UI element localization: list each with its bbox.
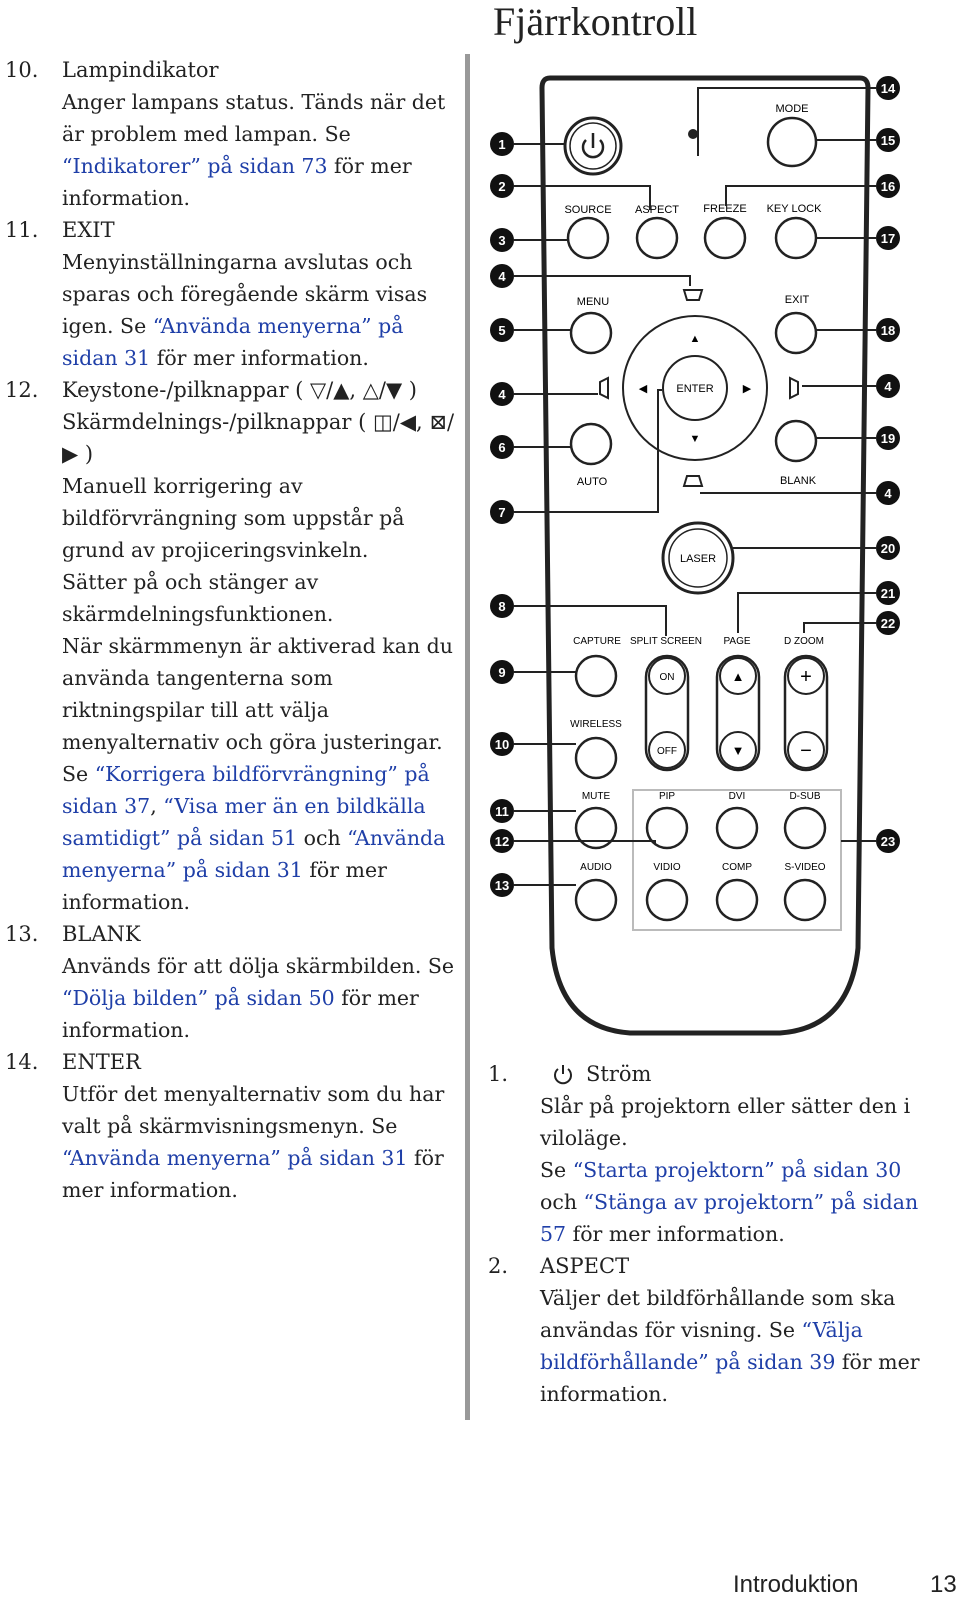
item-paragraph xyxy=(62,630,460,918)
pip-label: PIP xyxy=(658,791,676,802)
mode-button[interactable] xyxy=(768,118,816,166)
callout-number: 4 xyxy=(498,387,506,402)
paragraph-text: Menyinställningarna avslutas och sparas och föregående skärm visas igen. Se xyxy=(62,250,428,338)
remote-diagram xyxy=(490,68,910,1068)
callout-number: 6 xyxy=(498,440,506,455)
comp-button[interactable] xyxy=(717,880,757,920)
right-arrow: ▶ xyxy=(742,383,752,395)
cross-reference-link[interactable]: “Välja bildförhållande” på sidan 39 xyxy=(540,1318,863,1374)
capture-label: CAPTURE xyxy=(573,636,621,647)
auto-button[interactable] xyxy=(571,424,611,464)
list-item xyxy=(5,918,460,1046)
callout-number: 19 xyxy=(880,431,896,446)
callout-number: 4 xyxy=(884,379,892,394)
item-number: 13. xyxy=(5,922,39,946)
list-item xyxy=(488,1250,928,1410)
enter-label: ENTER xyxy=(676,383,714,395)
item-number: 11. xyxy=(5,218,39,242)
on-label: ON xyxy=(659,672,675,683)
page-label: PAGE xyxy=(723,636,751,647)
list-item xyxy=(5,214,460,374)
column-divider xyxy=(465,54,470,1420)
paragraph-text: för mer information. xyxy=(150,346,369,370)
item-heading xyxy=(540,1250,928,1282)
callout-number: 11 xyxy=(495,804,509,819)
item-paragraph xyxy=(540,1154,928,1250)
item-heading-text: Ström xyxy=(586,1062,652,1086)
audio-button[interactable] xyxy=(576,880,616,920)
blank-label: BLANK xyxy=(779,475,817,487)
callout-number: 22 xyxy=(880,616,896,631)
down-arrow: ▼ xyxy=(689,433,701,445)
callout-number: 16 xyxy=(880,179,896,194)
freeze-button[interactable] xyxy=(705,218,745,258)
item-heading xyxy=(62,1046,460,1078)
dsub-label: D-SUB xyxy=(789,791,821,802)
paragraph-text: för mer information. xyxy=(62,154,412,210)
zoom-minus-label: − xyxy=(800,740,812,762)
item-number: 10. xyxy=(5,58,39,82)
callout-number: 9 xyxy=(498,665,506,680)
item-paragraph xyxy=(540,1282,928,1410)
list-item xyxy=(5,54,460,214)
callout-number: 15 xyxy=(880,133,896,148)
mode-label: MODE xyxy=(775,103,809,115)
dvi-label: DVI xyxy=(728,791,746,802)
paragraph-text: för mer information. xyxy=(540,1350,920,1406)
item-heading xyxy=(62,374,460,470)
audio-label: AUDIO xyxy=(580,862,612,873)
aspect-label: ASPECT xyxy=(634,204,680,216)
callout-number: 3 xyxy=(498,233,506,248)
keylock-label: KEY LOCK xyxy=(766,203,822,215)
paragraph-text: Används för att dölja skärmbilden. Se xyxy=(62,954,455,978)
item-heading xyxy=(540,1058,928,1090)
item-paragraph xyxy=(62,470,460,566)
mute-label: MUTE xyxy=(581,791,611,802)
item-heading-text: BLANK xyxy=(62,922,141,946)
item-heading xyxy=(62,918,460,950)
exit-button[interactable] xyxy=(776,313,816,353)
page-up-label: ▲ xyxy=(731,669,745,684)
menu-label: MENU xyxy=(576,296,610,308)
paragraph-text: Utför det menyalternativ som du har valt på skärmvisningsmenyn. Se xyxy=(62,1082,445,1138)
list-item xyxy=(5,1046,460,1206)
cross-reference-link[interactable]: “Använda menyerna” på sidan 31 xyxy=(62,314,404,370)
callout-number: 12 xyxy=(494,834,510,849)
callout-number: 2 xyxy=(498,179,506,194)
item-heading-text: ENTER xyxy=(62,1050,141,1074)
paragraph-text: och xyxy=(297,826,348,850)
left-column xyxy=(5,54,460,1206)
dsub-button[interactable] xyxy=(785,808,825,848)
zoom-plus-label: + xyxy=(800,666,812,688)
paragraph-text: När skärmmenyn är aktiverad kan du använda tangenterna som riktningspilar till att välja menyalternativ och göra justeringar. Se xyxy=(62,634,453,786)
video-label: VIDIO xyxy=(653,862,681,873)
wireless-label: WIRELESS xyxy=(570,719,622,730)
item-paragraph xyxy=(540,1090,928,1154)
right-column xyxy=(488,1058,928,1410)
callout-number: 4 xyxy=(884,486,892,501)
item-heading-text: ASPECT xyxy=(540,1254,630,1278)
paragraph-text: för mer information. xyxy=(62,986,419,1042)
item-number: 2. xyxy=(488,1254,509,1278)
page-title: Fjärrkontroll xyxy=(493,0,698,44)
paragraph-text: för mer information. xyxy=(62,1146,444,1202)
freeze-label: FREEZE xyxy=(703,203,747,215)
item-heading-text: EXIT xyxy=(62,218,115,242)
callout-number: 23 xyxy=(880,834,896,849)
callout-number: 8 xyxy=(498,599,506,614)
dzoom-label: D ZOOM xyxy=(784,636,824,647)
callout-number: 13 xyxy=(494,878,510,893)
up-arrow: ▲ xyxy=(689,333,701,345)
callout-number: 17 xyxy=(880,231,896,246)
lamp-indicator xyxy=(688,129,698,139)
item-heading xyxy=(62,54,460,86)
callout-number: 20 xyxy=(880,541,896,556)
cross-reference-link[interactable]: “Indikatorer” på sidan 73 xyxy=(62,154,328,178)
comp-label: COMP xyxy=(722,862,752,873)
svideo-button[interactable] xyxy=(785,880,825,920)
wireless-button[interactable] xyxy=(576,738,616,778)
svideo-label: S-VIDEO xyxy=(784,862,826,873)
paragraph-text: Väljer det bildförhållande som ska användas för visning. Se xyxy=(540,1286,896,1342)
item-heading-text: Lampindikator xyxy=(62,58,219,82)
item-heading xyxy=(62,214,460,246)
blank-button[interactable] xyxy=(776,421,816,461)
callout-number: 1 xyxy=(498,137,506,152)
paragraph-text: för mer information. xyxy=(62,858,387,914)
callout-number: 10 xyxy=(494,737,510,752)
exit-label: EXIT xyxy=(784,294,810,306)
cross-reference-link[interactable]: “Starta projektorn” på sidan 30 xyxy=(572,1158,902,1182)
paragraph-text: Sätter på och stänger av skärmdelningsfunktionen. xyxy=(62,570,334,626)
video-button[interactable] xyxy=(647,880,687,920)
cross-reference-link[interactable]: “Visa mer än en bildkälla samtidigt” på sidan 51 xyxy=(62,794,426,850)
list-item xyxy=(488,1058,928,1250)
callout-number: 14 xyxy=(880,81,896,96)
callout-number: 5 xyxy=(498,323,506,338)
laser-label: LASER xyxy=(679,553,717,565)
paragraph-text: Manuell korrigering av bildförvrängning som uppstår på grund av projiceringsvinkeln. xyxy=(62,474,405,562)
cross-reference-link[interactable]: “Använda menyerna” på sidan 31 xyxy=(62,1146,408,1170)
paragraph-text: , xyxy=(150,794,164,818)
left-arrow: ◀ xyxy=(638,383,648,395)
item-paragraph xyxy=(62,1078,460,1206)
item-paragraph xyxy=(62,246,460,374)
item-number: 1. xyxy=(488,1062,509,1086)
off-label: OFF xyxy=(657,746,677,757)
menu-button[interactable] xyxy=(571,313,611,353)
dvi-button[interactable] xyxy=(717,808,757,848)
cross-reference-link[interactable]: “Använda menyerna” på sidan 31 xyxy=(62,826,446,882)
callout-number: 7 xyxy=(498,505,506,520)
footer-section: Introduktion xyxy=(733,1571,859,1598)
list-item xyxy=(5,374,460,918)
item-paragraph xyxy=(62,950,460,1046)
paragraph-text: Anger lampans status. Tänds när det är problem med lampan. Se xyxy=(62,90,446,146)
split-label: SPLIT SCREEN xyxy=(629,636,703,647)
item-paragraph xyxy=(62,86,460,214)
paragraph-text: och xyxy=(540,1190,584,1214)
capture-button[interactable] xyxy=(576,656,616,696)
source-button[interactable] xyxy=(568,218,608,258)
power-icon xyxy=(552,1063,574,1085)
callout-number: 21 xyxy=(880,586,896,601)
item-paragraph xyxy=(62,566,460,630)
source-label: SOURCE xyxy=(564,204,612,216)
paragraph-text: för mer information. xyxy=(566,1222,785,1246)
callout-number: 18 xyxy=(880,323,896,338)
aspect-button[interactable] xyxy=(637,218,677,258)
paragraph-text: Se xyxy=(540,1158,573,1182)
paragraph-text: Slår på projektorn eller sätter den i viloläge. xyxy=(540,1094,911,1150)
auto-label: AUTO xyxy=(576,476,608,488)
footer-page-number: 13 xyxy=(930,1571,957,1598)
item-number: 14. xyxy=(5,1050,39,1074)
item-heading-text: Keystone-/pilknappar ( ▽/▲, △/▼ ) Skärmdelnings-/pilknappar ( ◫/◀, ⊠/▶ ) xyxy=(62,378,455,466)
keylock-button[interactable] xyxy=(776,218,816,258)
item-number: 12. xyxy=(5,378,39,402)
callout-number: 4 xyxy=(498,269,506,284)
cross-reference-link[interactable]: “Stänga av projektorn” på sidan 57 xyxy=(540,1190,919,1246)
cross-reference-link[interactable]: “Korrigera bildförvrängning” på sidan 37 xyxy=(62,762,430,818)
cross-reference-link[interactable]: “Dölja bilden” på sidan 50 xyxy=(62,986,335,1010)
page-down-label: ▼ xyxy=(731,743,745,758)
